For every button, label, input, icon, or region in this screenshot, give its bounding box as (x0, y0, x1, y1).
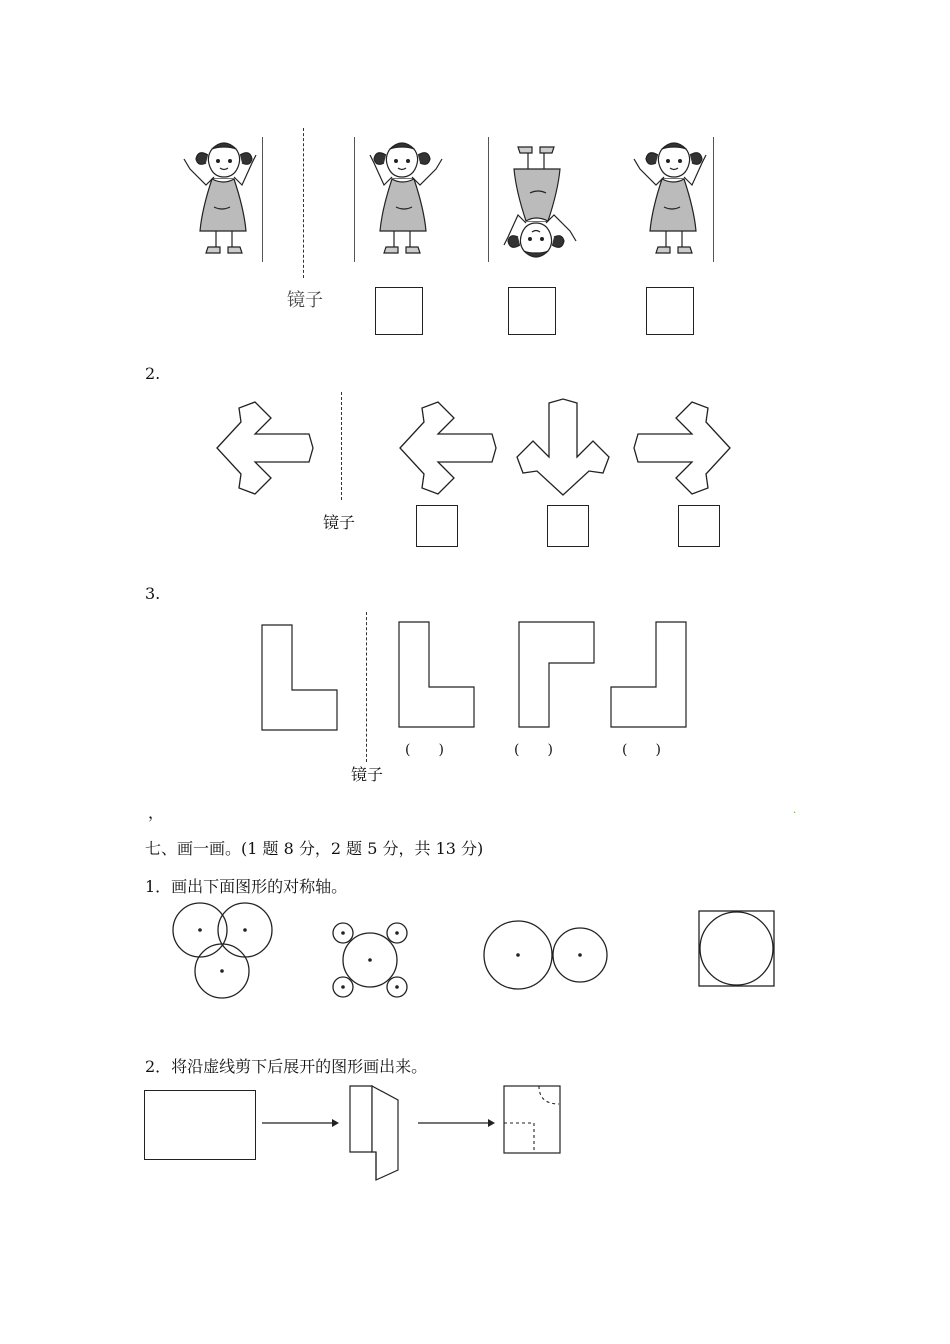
girl-figure-mirrored (358, 135, 448, 265)
answer-box-q1-1[interactable] (375, 287, 423, 335)
mirror-edge-3 (488, 137, 489, 262)
stray-comma: ， (148, 803, 165, 822)
l-shape-original (261, 624, 339, 732)
mirror-label-q1: 镜子 (287, 290, 323, 311)
circle-with-four-small-circles-figure (330, 920, 410, 1000)
section-7-item-1: 1．画出下面图形的对称轴。 (145, 877, 348, 896)
arrow-right-1 (262, 1116, 340, 1130)
question-number-3: 3. (145, 584, 161, 603)
l-shape-option-2 (518, 621, 596, 729)
arrow-shape-down (515, 397, 611, 497)
answer-box-q2-1[interactable] (416, 505, 458, 547)
mirror-edge-4 (713, 137, 714, 262)
question-number-2: 2. (145, 364, 161, 383)
answer-box-q1-3[interactable] (646, 287, 694, 335)
girl-figure-same (628, 135, 718, 265)
mirror-dashed-line-q1 (303, 128, 304, 278)
answer-paren-q3-1[interactable]: ( ) (405, 742, 444, 758)
mirror-label-q3: 镜子 (351, 765, 384, 784)
answer-box-q2-2[interactable] (547, 505, 589, 547)
mirror-edge-1 (262, 137, 263, 262)
three-circles-figure (170, 900, 280, 1005)
stray-dot: · (793, 808, 797, 819)
folded-square-with-cut-lines-figure (503, 1085, 561, 1155)
answer-box-q1-2[interactable] (508, 287, 556, 335)
paper-rectangle (144, 1090, 256, 1160)
section-7-heading: 七、画一画。(1 题 8 分，2 题 5 分，共 13 分) (145, 839, 484, 858)
mirror-edge-2 (354, 137, 355, 262)
arrow-shape-left (398, 400, 498, 496)
l-shape-option-3 (610, 621, 688, 729)
folded-paper-figure (348, 1084, 408, 1184)
answer-box-q2-3[interactable] (678, 505, 720, 547)
mirror-dashed-line-q3 (366, 612, 367, 762)
two-circles-figure (482, 918, 612, 993)
l-shape-option-1 (398, 621, 476, 729)
circle-in-square-figure (698, 910, 776, 988)
girl-figure-upside-down (492, 135, 582, 265)
girl-figure-original (178, 135, 268, 265)
section-7-item-2: 2．将沿虚线剪下后展开的图形画出来。 (145, 1057, 428, 1076)
answer-paren-q3-3[interactable]: ( ) (622, 742, 661, 758)
answer-paren-q3-2[interactable]: ( ) (514, 742, 553, 758)
arrow-right-2 (418, 1116, 496, 1130)
mirror-label-q2: 镜子 (323, 513, 356, 532)
arrow-shape-right (632, 400, 732, 496)
mirror-dashed-line-q2 (341, 392, 342, 500)
arrow-shape-original (215, 400, 315, 496)
